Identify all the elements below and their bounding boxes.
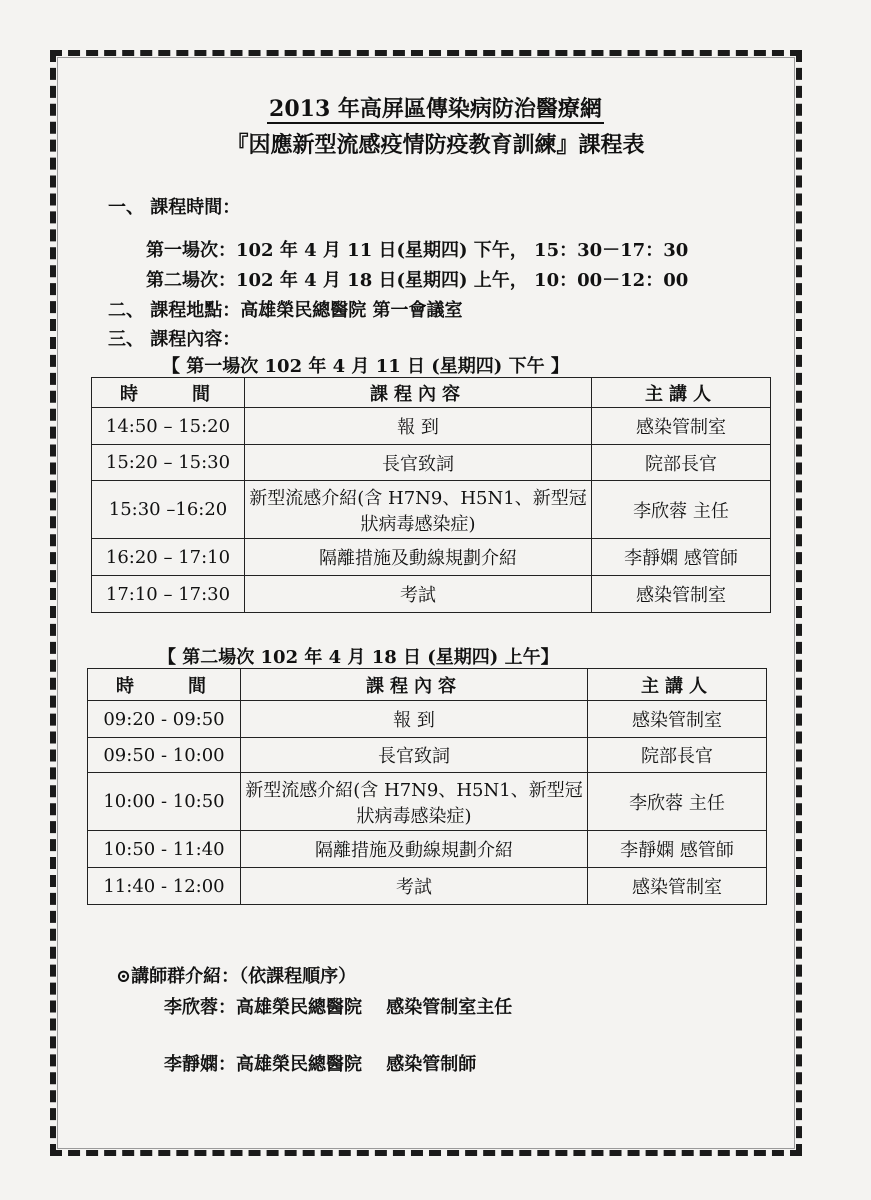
header-speaker: 主講人 bbox=[588, 669, 767, 701]
table-row bbox=[88, 773, 767, 831]
table-row bbox=[92, 481, 771, 539]
table-header-row bbox=[88, 669, 767, 701]
session2-time: 第二場次：102 年 4 月 18 日(星期四) 上午， 10：00－12：00 bbox=[146, 270, 689, 291]
document-title-line1: 2013 年高屏區傳染病防治醫療網 bbox=[269, 96, 602, 122]
cell-speaker: 感染管制室 bbox=[592, 576, 771, 613]
table-row bbox=[88, 701, 767, 738]
cell-speaker: 李欣蓉 主任 bbox=[588, 773, 767, 831]
time-heading: 一、 課程時間： bbox=[108, 197, 241, 218]
table-row bbox=[92, 445, 771, 481]
cell-content: 考試 bbox=[245, 576, 592, 613]
cell-content: 隔離措施及動線規劃介紹 bbox=[245, 539, 592, 576]
cell-speaker: 李靜嫻 感管師 bbox=[592, 539, 771, 576]
cell-content: 長官致詞 bbox=[245, 445, 592, 481]
cell-time: 10:50 - 11:40 bbox=[88, 831, 241, 868]
document-title-line2: 『因應新型流感疫情防疫教育訓練』課程表 bbox=[226, 132, 645, 158]
cell-time: 16:20 – 17:10 bbox=[92, 539, 245, 576]
cell-content: 報 到 bbox=[245, 408, 592, 445]
table-header-row bbox=[92, 378, 771, 408]
header-time: 時 間 bbox=[92, 378, 245, 408]
session1-caption: 【 第一場次 102 年 4 月 11 日 (星期四) 下午 】 bbox=[162, 356, 569, 377]
cell-content: 考試 bbox=[241, 868, 588, 905]
speaker-item: 李靜嫻：高雄榮民總醫院 感染管制師 bbox=[164, 1054, 477, 1075]
cell-time: 15:30 –16:20 bbox=[92, 481, 245, 539]
cell-time: 09:50 - 10:00 bbox=[88, 738, 241, 773]
table-row bbox=[92, 539, 771, 576]
cell-content: 長官致詞 bbox=[241, 738, 588, 773]
content-heading: 三、 課程內容： bbox=[108, 329, 241, 350]
cell-time: 11:40 - 12:00 bbox=[88, 868, 241, 905]
session1-time: 第一場次：102 年 4 月 11 日(星期四) 下午， 15：30－17：30 bbox=[146, 240, 689, 261]
schedule-table-1 bbox=[91, 377, 771, 613]
cell-content: 報 到 bbox=[241, 701, 588, 738]
cell-speaker: 李靜嫻 感管師 bbox=[588, 831, 767, 868]
schedule-table-2 bbox=[87, 668, 767, 905]
header-time: 時 間 bbox=[88, 669, 241, 701]
session2-caption: 【 第二場次 102 年 4 月 18 日 (星期四) 上午】 bbox=[158, 647, 559, 668]
cell-speaker: 感染管制室 bbox=[588, 701, 767, 738]
speakers-heading: ⊙講師群介紹：（依課程順序） bbox=[116, 966, 357, 987]
table-row bbox=[92, 576, 771, 613]
cell-time: 09:20 - 09:50 bbox=[88, 701, 241, 738]
cell-time: 15:20 – 15:30 bbox=[92, 445, 245, 481]
cell-speaker: 院部長官 bbox=[592, 445, 771, 481]
cell-speaker: 李欣蓉 主任 bbox=[592, 481, 771, 539]
cell-time: 10:00 - 10:50 bbox=[88, 773, 241, 831]
cell-content: 隔離措施及動線規劃介紹 bbox=[241, 831, 588, 868]
cell-speaker: 感染管制室 bbox=[592, 408, 771, 445]
header-speaker: 主講人 bbox=[592, 378, 771, 408]
table-row bbox=[88, 831, 767, 868]
table-row bbox=[92, 408, 771, 445]
location-line: 二、 課程地點：高雄榮民總醫院 第一會議室 bbox=[108, 300, 463, 321]
header-content: 課程內容 bbox=[245, 378, 592, 408]
table-row bbox=[88, 738, 767, 773]
cell-time: 14:50 – 15:20 bbox=[92, 408, 245, 445]
cell-speaker: 感染管制室 bbox=[588, 868, 767, 905]
cell-time: 17:10 – 17:30 bbox=[92, 576, 245, 613]
header-content: 課程內容 bbox=[241, 669, 588, 701]
speaker-item: 李欣蓉：高雄榮民總醫院 感染管制室主任 bbox=[164, 997, 513, 1018]
cell-content: 新型流感介紹(含 H7N9、H5N1、新型冠狀病毒感染症) bbox=[245, 481, 592, 539]
cell-speaker: 院部長官 bbox=[588, 738, 767, 773]
cell-content: 新型流感介紹(含 H7N9、H5N1、新型冠狀病毒感染症) bbox=[241, 773, 588, 831]
table-row bbox=[88, 868, 767, 905]
